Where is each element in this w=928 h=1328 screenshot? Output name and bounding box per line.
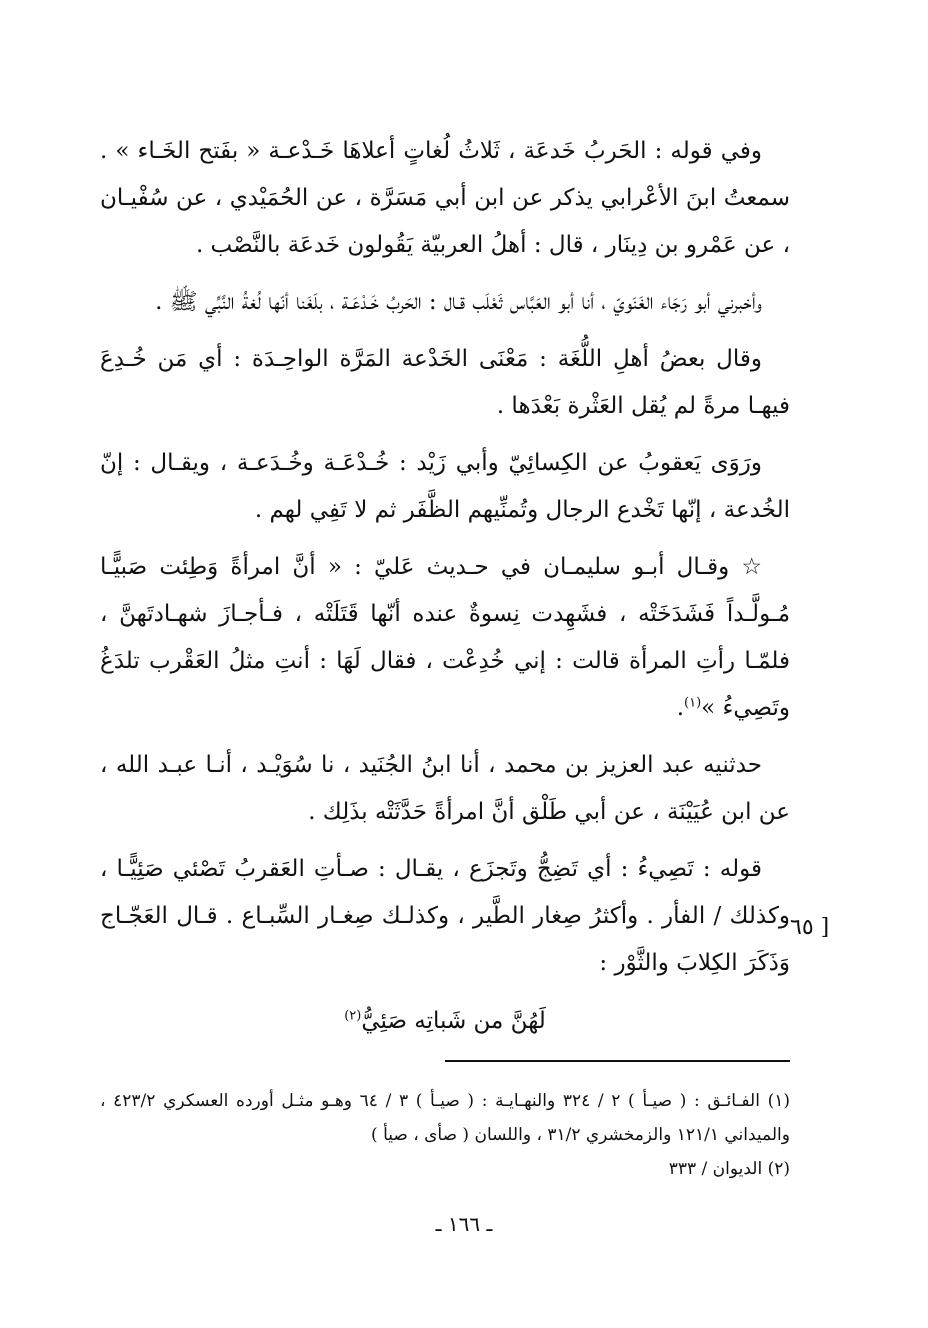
footnote-1 xyxy=(100,1084,790,1152)
line: قوله : تَصِيءُ : أي تَضِجُّ وتَجزَع ، يقـال : صـأتِ العَقربُ تَصْئي صَئِيًّـا ، xyxy=(100,856,762,882)
paragraph-7 xyxy=(100,846,790,987)
paragraph-4 xyxy=(100,440,790,534)
line-tail: . xyxy=(676,695,685,721)
footnote-line: ٤٢٣/٢ ، والميداني ١٢١/١ والزمخشري ٣١/٢ ، واللسان ( صأى ، صيأ ) xyxy=(100,1091,790,1145)
page-number: ـ ١٦٦ ـ xyxy=(435,1212,493,1236)
footnote-2 xyxy=(100,1152,790,1186)
line: سمعتُ ابنَ الأعْرابي يذكر عن ابن أبي مَسَرَّة ، عن الحُمَيْدي ، عن سُفْيـان ، عن xyxy=(100,185,790,258)
line: عن ابن عُيَيْنَة ، عن أبي طَلْق أنَّ امرأةً حَدَّثَتْه بذَلِك . xyxy=(308,799,790,825)
line: مرةً لم يُقل العَثْرة بَعْدَها . xyxy=(496,393,741,419)
main-text xyxy=(100,128,790,1045)
paragraph-6 xyxy=(100,742,790,836)
footnote-line: (١) الفـائـق : ( صيـأ ) ٢ / ٣٢٤ والنهـايـة : ( صيـأ ) ٣ / ٦٤ وهـو مثـل أورده العسكري xyxy=(163,1091,790,1111)
verse-text: لَهُنَّ من شَباتِه صَئِيُّ xyxy=(361,1008,546,1034)
footnote-divider xyxy=(445,1060,790,1062)
line: بلَغَنا أنّها لُغةُ النَّبِّي ﷺ . xyxy=(155,289,323,315)
line: وفي قوله : الحَربُ خَدعَة ، ثَلاثُ لُغاتٍ أعلاهَا خَـدْعـة « بفَتح الخَـاء » . xyxy=(100,138,762,164)
footnote-ref-1: (١) xyxy=(684,695,702,711)
paragraph-1 xyxy=(100,128,790,269)
verse-line xyxy=(100,997,790,1045)
line: وكذلك / الفأر . وأكثرُ صِغار الطَّير ، وكذلـك صِغـار السِّبـاع . قـال العَجّـاج xyxy=(100,903,790,929)
line: فَشَدَخَتْه ، فشَهِدت نِسوةٌ عنده أنّها قَتَلَتْه ، فـأجـازَ شهـادتَهنَّ ، فلمّـا رأتِ المرأة xyxy=(100,601,791,674)
paragraph-3 xyxy=(100,336,790,430)
paragraph-2 xyxy=(100,279,790,326)
line: قالت : إني خُدِعْت ، فقال لَهَا : أنتِ مثلُ العَقْرب تلدَغُ وتَصِيءُ » xyxy=(100,648,790,721)
line: وأخبرني أبو رَجَاء الغَنَويّ ، أنا أبو العَبَّاس ثَعْلَب قـال : الحَربُ خَـدْعَـة ، xyxy=(329,289,762,315)
original-page-marker: [ ٦٥ xyxy=(790,915,830,940)
line: حدثنيه عبد العزيز بن محمد ، أنا ابنُ الجُنَيد ، نا سُوَيْـد ، أنـا عبـد الله ، xyxy=(100,752,762,778)
line: ورَوَى يَعقوبُ عن الكِسائِيّ وأبي زَيْد : خُـدْعَـة وخُـدَعـة ، ويقـال : إنّ xyxy=(100,450,762,476)
footnotes xyxy=(100,1084,790,1186)
footnote-ref-2: (٢) xyxy=(344,1008,362,1024)
line: وَذَكَرَ الكِلابَ والثَّوْر : xyxy=(599,950,790,976)
footnote-line: (٢) الديوان / ٣٣٣ xyxy=(668,1159,790,1179)
line: ☆ وقـال أبـو سليمـان في حـديث عَليّ : « أنَّ امرأةً وَطِئت صَبيًّـا مُـولَّـداً xyxy=(100,554,791,627)
line: الخُدعة ، إنّها تَخْدع الرجال وتُمنِّيهم الظَّفَر ثم لا تَفِي لهم . xyxy=(254,497,790,523)
line: وقال بعضُ أهلِ اللُّغَة : مَعْنَى الخَدْعة المَرَّة الواحِـدَة : أي مَن خُـدِعَ فيهـا xyxy=(100,346,790,419)
line: عَمْرو بن دِينَار ، قال : أهلُ العربيّة يَقُولون خَدعَة بالنَّصْب . xyxy=(195,232,737,258)
paragraph-5 xyxy=(100,544,790,732)
